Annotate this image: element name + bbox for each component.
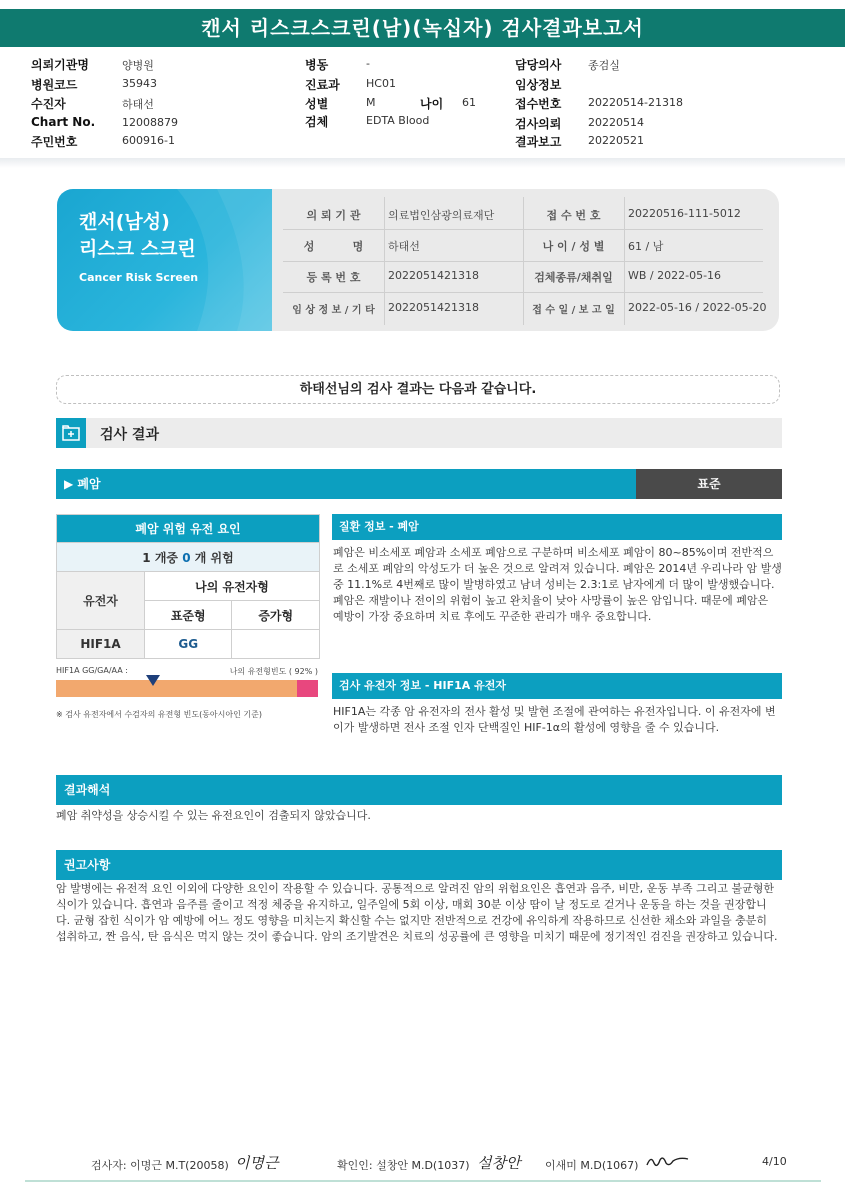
risk-status-badge: 표준 bbox=[636, 469, 782, 499]
info-value: 20220514-21318 bbox=[588, 96, 683, 109]
section-title: 검사 결과 bbox=[100, 427, 159, 443]
table-title: 폐암 위험 유전 요인 bbox=[57, 515, 320, 543]
card-label: 나 이 / 성 별 bbox=[542, 240, 605, 253]
gene-info-title: 검사 유전자 정보 - HIF1A 유전자 bbox=[332, 673, 782, 699]
frequency-bar bbox=[56, 680, 318, 697]
info-value: EDTA Blood bbox=[366, 114, 430, 127]
info-label: 병동 bbox=[305, 58, 329, 72]
card-subtitle: Cancer Risk Screen bbox=[79, 271, 199, 284]
info-value: 12008879 bbox=[122, 116, 178, 129]
info-label: 주민번호 bbox=[31, 135, 78, 149]
col-standard-header: 표준형 bbox=[145, 601, 232, 630]
increased-value bbox=[232, 630, 320, 659]
recommendation-title: 권고사항 bbox=[56, 850, 782, 880]
gene-risk-table bbox=[56, 514, 320, 659]
risk-count: 0 bbox=[182, 550, 191, 565]
info-value: 양병원 bbox=[122, 59, 154, 72]
card-label: 의 뢰 기 관 bbox=[306, 209, 361, 222]
info-value: 종검실 bbox=[588, 59, 620, 72]
info-label: 병원코드 bbox=[31, 78, 78, 92]
card-label: 검체종류/채취일 bbox=[534, 271, 613, 284]
col-divider bbox=[624, 197, 625, 325]
info-value: M bbox=[366, 96, 376, 109]
card-title-line1: 캔서(남성) bbox=[79, 211, 170, 233]
col-gene-header: 유전자 bbox=[57, 572, 145, 630]
info-label: 결과보고 bbox=[515, 135, 562, 149]
info-value: 61 bbox=[462, 96, 476, 109]
info-value: HC01 bbox=[366, 77, 396, 90]
card-label: 등 록 번 호 bbox=[306, 271, 361, 284]
separator bbox=[0, 158, 845, 168]
info-label: 임상정보 bbox=[515, 78, 562, 92]
confirmer-signature: 설창안 bbox=[477, 1154, 521, 1172]
cancer-type-bar: ▶ 폐암 bbox=[56, 469, 636, 499]
info-label: Chart No. bbox=[31, 115, 96, 129]
card-label: 성 명 bbox=[303, 240, 364, 253]
interpretation-text: 폐암 취약성을 상승시킬 수 있는 유전요인이 검출되지 않았습니다. bbox=[56, 809, 371, 822]
disease-info-title: 질환 정보 - 폐암 bbox=[332, 514, 782, 540]
card-value: 의료법인삼광의료재단 bbox=[388, 209, 495, 222]
info-label: 나이 bbox=[420, 97, 444, 111]
card-label: 접 수 일 / 보 고 일 bbox=[532, 305, 615, 316]
card-label: 임 상 정 보 / 기 타 bbox=[292, 305, 375, 316]
frequency-bar-remainder bbox=[297, 680, 318, 697]
card-value: WB / 2022-05-16 bbox=[628, 269, 722, 282]
info-value: 20220514 bbox=[588, 116, 644, 129]
greeting-message: 하태선님의 검사 결과는 다음과 같습니다. bbox=[56, 375, 780, 404]
footer-line bbox=[25, 1180, 821, 1182]
card-value: 2022-05-16 / 2022-05-20 bbox=[628, 301, 767, 314]
page-number: 4/10 bbox=[762, 1155, 787, 1168]
info-label: 진료과 bbox=[305, 78, 340, 92]
info-value: - bbox=[366, 57, 370, 70]
gene-name: HIF1A bbox=[57, 630, 145, 659]
gene-info-text: HIF1A는 각종 암 유전자의 전사 활성 및 발현 조절에 관여하는 유전자입니다. 이 유전자에 변이가 발생하면 전사 조절 인자 단백질인 HIF-1α의 활성에 영향을 줄 수 있습니다. bbox=[333, 705, 776, 734]
col-my-type-header: 나의 유전자형 bbox=[145, 572, 320, 601]
card-value: 2022051421318 bbox=[388, 269, 479, 282]
examiner-signature: 이명근 bbox=[235, 1154, 279, 1172]
confirmer-label: 확인인: 설창안 M.D(1037) bbox=[337, 1159, 470, 1172]
card-value: 61 / 남 bbox=[628, 240, 664, 253]
card-value: 20220516-111-5012 bbox=[628, 207, 741, 220]
card-value: 하태선 bbox=[388, 240, 420, 253]
info-label: 검사의뢰 bbox=[515, 117, 562, 131]
frequency-left-label: HIF1A GG/GA/AA : bbox=[56, 666, 128, 675]
summary-card bbox=[57, 189, 779, 331]
info-label: 의뢰기관명 bbox=[31, 58, 89, 72]
interpretation-title: 결과해석 bbox=[56, 775, 782, 805]
card-banner bbox=[57, 189, 272, 331]
doctor2-label: 이새미 M.D(1067) bbox=[545, 1159, 639, 1172]
standard-value: GG bbox=[145, 630, 232, 659]
folder-plus-icon bbox=[56, 418, 86, 448]
doctor2-signature-icon bbox=[645, 1153, 690, 1169]
card-label: 접 수 번 호 bbox=[546, 209, 601, 222]
risk-summary-prefix: 1 개중 bbox=[142, 550, 183, 565]
info-label: 접수번호 bbox=[515, 97, 562, 111]
disease-info-text: 폐암은 비소세포 폐암과 소세포 폐암으로 구분하며 비소세포 폐암이 80~85%이며 전반적으로 소세포 폐암의 악성도가 더 높은 것으로 알려져 있습니다. 폐암은 2014년 우리나라 암 발생중 11.1%로 4번째로 많이 발병하였고 남녀 성비는 2.3:1로 남자에게 더 많이 발생했습니다. 폐암은 재발이나 전이의 위험이 높고 완치율이 낮아 사망률이 높은 암입니다. 때문에 폐암은 예방이 가장 중요하며 치료 후에도 꾸준한 관리가 매우 중요합니다. bbox=[333, 546, 782, 623]
recommendation-text: 암 발병에는 유전적 요인 이외에 다양한 요인이 작용할 수 있습니다. 공통적으로 알려진 암의 위험요인은 흡연과 음주, 비만, 운동 부족 그리고 불균형한 식이가 있습니다. 흡연과 음주를 줄이고 적정 체중을 유지하고, 일주일에 5회 이상, 매회 30분 이상 땀이 날 정도로 걷거나 운동을 하는 것을 권장합니다. 균형 잡힌 식이가 암 예방에 어느 정도 영향을 미치는지 확신할 수는 없지만 전반적으로 건강에 유익하게 작용하므로 신선한 채소와 과일을 충분히 섭취하고, 짠 음식, 탄 음식은 먹지 않는 것이 좋습니다. 암의 조기발견은 치료의 성공률에 큰 영향을 미치기 때문에 정기적인 검진을 권장하고 있습니다. bbox=[56, 882, 778, 943]
section-header bbox=[56, 418, 782, 448]
info-value: 20220521 bbox=[588, 134, 644, 147]
examiner-label: 검사자: 이명근 M.T(20058) bbox=[91, 1159, 229, 1172]
frequency-note: ※ 검사 유전자에서 수검자의 유전형 빈도(동아시아인 기준) bbox=[56, 710, 262, 719]
info-label: 검체 bbox=[305, 115, 329, 129]
info-label: 수진자 bbox=[31, 97, 66, 111]
card-value: 2022051421318 bbox=[388, 301, 479, 314]
risk-summary-suffix: 개 위험 bbox=[190, 550, 234, 565]
info-value: 35943 bbox=[122, 77, 157, 90]
col-divider bbox=[384, 197, 385, 325]
frequency-marker-icon bbox=[146, 675, 160, 686]
info-value: 600916-1 bbox=[122, 134, 175, 147]
col-increased-header: 증가형 bbox=[232, 601, 320, 630]
card-title-line2: 리스크 스크린 bbox=[79, 238, 196, 260]
info-label: 성별 bbox=[305, 97, 329, 111]
risk-summary bbox=[57, 543, 320, 572]
frequency-right-label: 나의 유전형빈도 ( 92% ) bbox=[229, 667, 318, 676]
report-title: 캔서 리스크스크린(남)(녹십자) 검사결과보고서 bbox=[0, 9, 845, 47]
info-value: 하태선 bbox=[122, 98, 154, 111]
info-label: 담당의사 bbox=[515, 58, 562, 72]
